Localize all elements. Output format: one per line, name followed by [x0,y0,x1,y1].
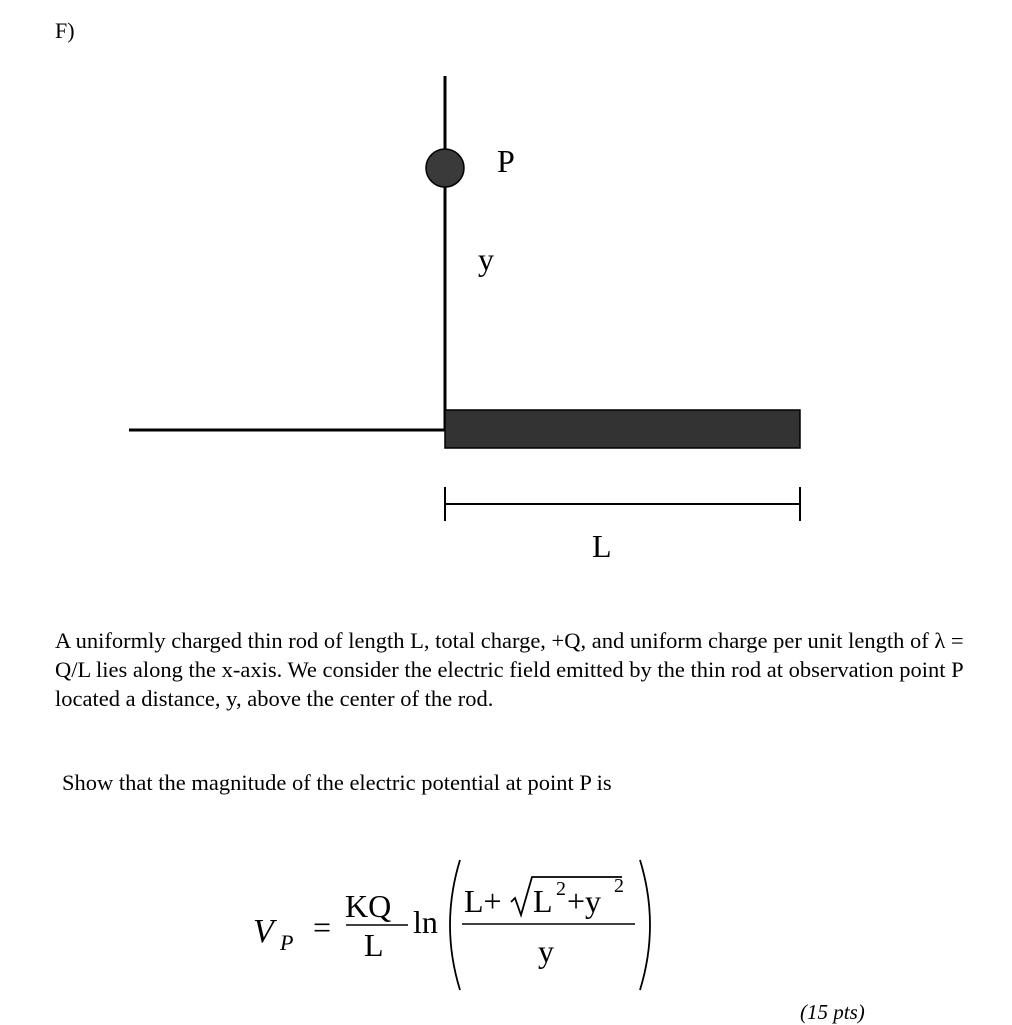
length-l-label: L [592,528,612,564]
eq-left-paren [450,860,460,990]
problem-prompt: Show that the magnitude of the electric potential at point P is [62,770,612,795]
eq-log: ln [413,904,438,940]
point-p-label: P [497,143,515,179]
problem-description: A uniformly charged thin rod of length L, total charge, +Q, and uniform charge per unit length of λ = Q/L lies along the x-axis. We consider the electric field emitted by the thin rod at observation point P located a distance, y, above the center of the rod. [55,628,964,711]
eq-sqrt-plus-y: +y [567,883,602,919]
eq-coef-denominator: L [364,927,384,963]
eq-sqrt-exponent-1: 2 [556,878,566,900]
eq-right-paren [640,860,650,990]
eq-sqrt-base: L [533,883,553,919]
problem-label: F) [55,18,75,43]
distance-y-label: y [478,241,494,277]
eq-lhs: V [253,913,274,950]
point-p-marker [426,149,464,187]
eq-equals: = [313,909,332,945]
eq-lhs-subscript: P [280,930,294,955]
points-value: (15 pts) [800,1000,865,1024]
eq-arg-numerator-prefix: L+ [464,883,502,919]
potential-equation [0,840,1012,1000]
eq-sqrt-exponent-2: 2 [614,875,624,897]
charged-rod [445,410,800,448]
eq-arg-denominator: y [538,933,554,969]
eq-coef-numerator: KQ [345,888,392,924]
